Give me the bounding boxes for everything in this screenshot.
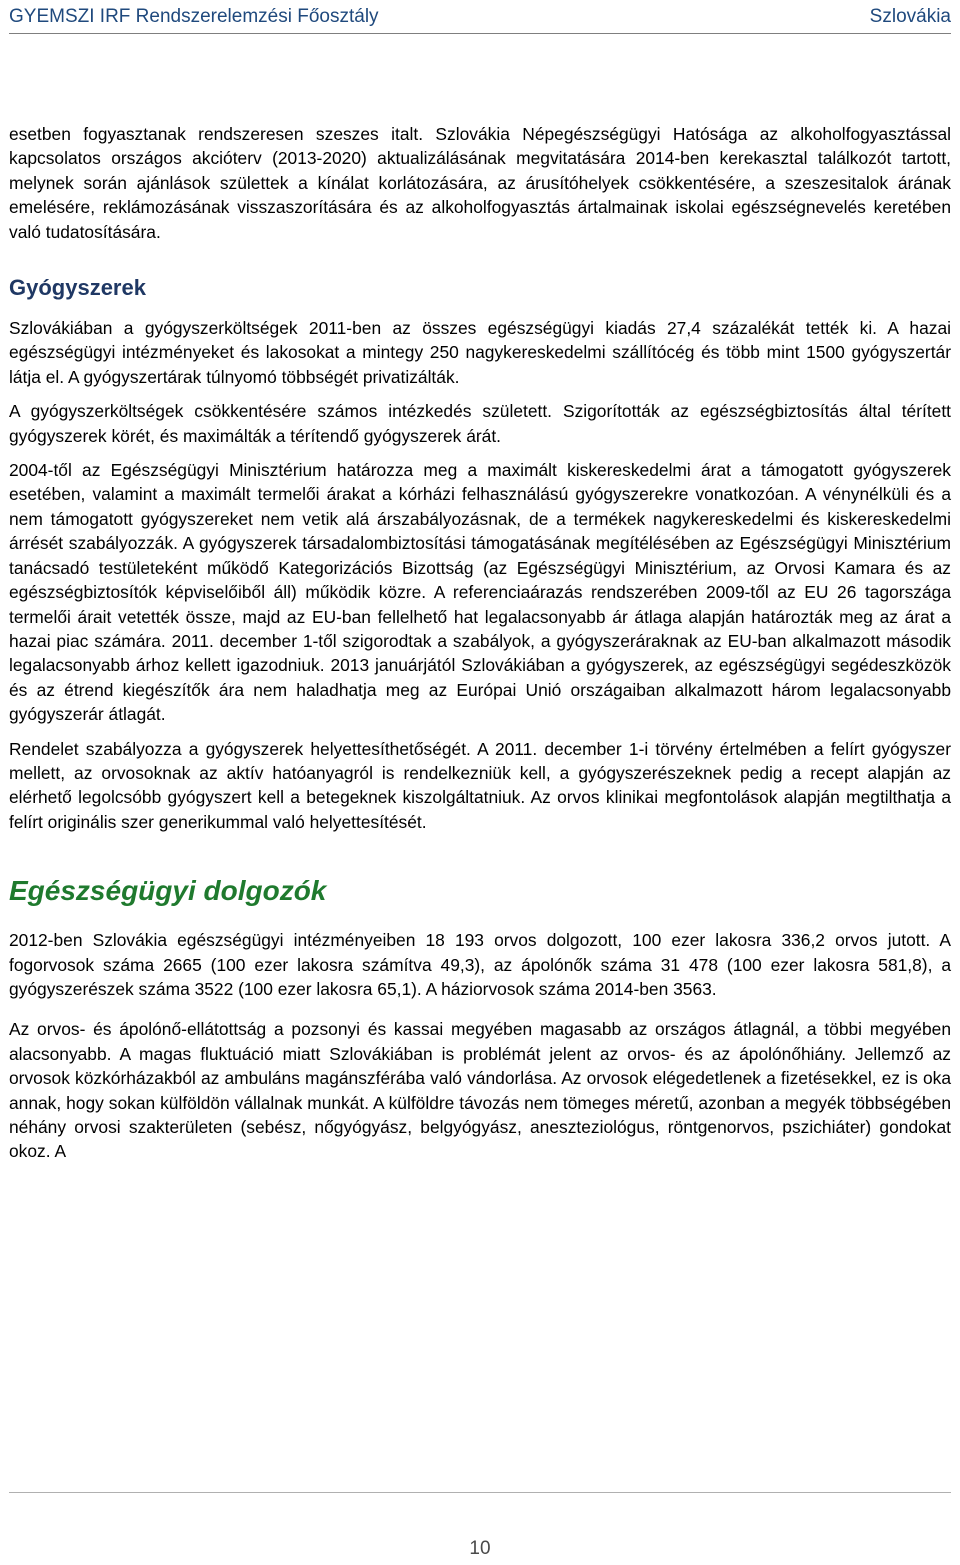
document-body	[9, 122, 951, 1164]
heading-health-workers: Egészségügyi dolgozók	[9, 875, 327, 907]
footer-divider	[9, 1492, 951, 1493]
paragraph-intro: esetben fogyasztanak rendszeresen szeszes italt. Szlovákia Népegészségügyi Hatósága az alkoholfogyasztással kapcsolatos országos akcióterv (2013-2020) aktualizálásának megvitatására 2014-ben kerekasztal találkozót tartott, melynek során ajánlások születtek a kínálat korlátozására, az árusítóhelyek csökkentésére, a szeszesitalok árának emelésére, reklámozásának visszaszorítására és az alkoholfogyasztás ártalmainak iskolai egészségnevelés keretében való tudatosítására.	[9, 124, 951, 242]
page-header	[9, 0, 951, 34]
paragraph-staff1: 2012-ben Szlovákia egészségügyi intézményeiben 18 193 orvos dolgozott, 100 ezer lakosra 336,2 orvos jutott. A fogorvosok száma 2665 (100 ezer lakosra számítva 49,3), az ápolónők száma 31 478 (100 ezer lakosra 581,8), a gyógyszerészek száma 3522 (100 ezer lakosra 65,1). A háziorvosok száma 2014-ben 3563.	[9, 930, 951, 999]
paragraph-med1: Szlovákiában a gyógyszerköltségek 2011-ben az összes egészségügyi kiadás 27,4 százalékát tették ki. A hazai egészségügyi intézményeket és lakosokat a mintegy 250 nagykereskedelmi szállítócég és több mint 1500 gyógyszertár látja el. A gyógyszertárak túlnyomó többségét privatizálták.	[9, 318, 951, 387]
header-country: Szlovákia	[869, 5, 951, 27]
paragraph-med3: 2004-től az Egészségügyi Minisztérium határozza meg a maximált kiskereskedelmi árat a támogatott gyógyszerek esetében, valamint a maximált termelői árakat a kórházi felhasználású gyógyszerekre vonatkozóan. A vénynélküli és a nem támogatott gyógyszereket nem vetik alá árszabályozásnak, de a termékek nagykereskedelmi és kiskereskedelmi árrését szabályozzák. A gyógyszerek társadalombiztosítási támogatásának megítélésében az Egészségügyi Minisztérium tanácsadó testületeként működő Kategorizációs Bizottság (az Egészségügyi Minisztérium, az Orvosi Kamara és az egészségbiztosítók képviselőiből áll) működik közre. A referenciaárazás rendszerében 2009-től az EU 26 tagországa termelői árait vetették össze, majd az EU-ban fellelhető hat legalacsonyabb ár átlaga alapján határozták meg az árat a hazai piac számára. 2011. december 1-től szigorodtak a szabályok, a gyógyszeráraknak az EU-ban alkalmazott második legalacsonyabb árhoz kellett igazodniuk. 2013 januárjától Szlovákiában a gyógyszerek, az egészségügyi segédeszközök és az étrend kiegészítők ára nem haladhatja meg az Európai Unió országaiban alkalmazott három legalacsonyabb gyógyszerár átlagát.	[9, 460, 951, 725]
paragraph-staff2: Az orvos- és ápolónő-ellátottság a pozsonyi és kassai megyében magasabb az országos átlagnál, a többi megyében alacsonyabb. A magas fluktuáció miatt Szlovákiában is problémát jelent az orvos- és az ápolónőhiány. Jellemző az orvosok közkórházakból az ambuláns magánszférába való vándorlása. Az orvosok elégedetlenek a fizetésekkel, ez is oka annak, hogy sokan külföldön vállalnak munkát. A külföldre távozás nem tömeges méretű, azonban a megyék többségében néhány orvosi szakterületen (sebész, nőgyógyász, belgyógyász, aneszteziológus, röntgenorvos, pszichiáter) gondokat okoz. A	[9, 1019, 951, 1162]
paragraph-med4: Rendelet szabályozza a gyógyszerek helyettesíthetőségét. A 2011. december 1-i törvény értelmében a felírt gyógyszer mellett, az orvosoknak az aktív hatóanyagról is rendelkezniük kell, a gyógyszerészeknek pedig a recept alapján az elérhető legolcsóbb gyógyszert kell a betegeknek kiszolgáltatniuk. Az orvos klinikai megfontolások alapján megtilthatja a felírt originális szer generikummal való helyettesítését.	[9, 738, 951, 832]
page-number: 10	[469, 1538, 491, 1559]
header-organization: GYEMSZI IRF Rendszerelemzési Főosztály	[9, 5, 379, 27]
paragraph-med2: A gyógyszerköltségek csökkentésére számos intézkedés született. Szigorították az egészségbiztosítás által térített gyógyszerek körét, és maximálták a térítendő gyógyszerek árát.	[9, 401, 951, 446]
heading-medicines: Gyógyszerek	[9, 275, 146, 301]
